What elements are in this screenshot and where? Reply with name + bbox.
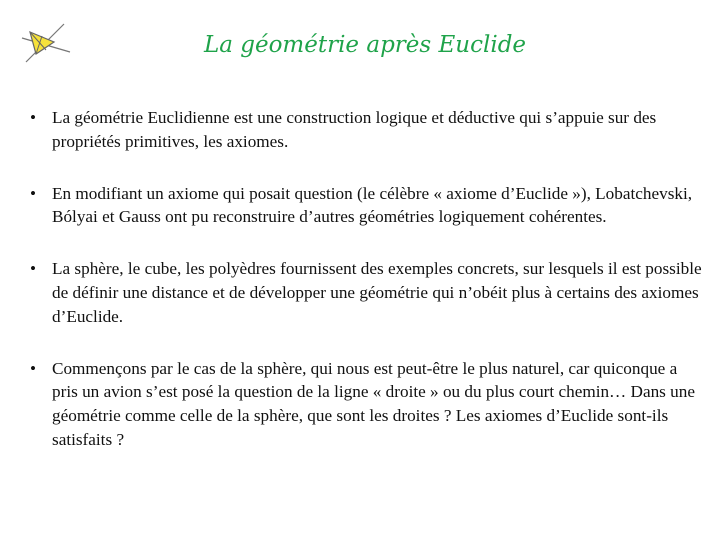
- slide-title: La géométrie après Euclide: [203, 32, 527, 58]
- bullet-text: La géométrie Euclidienne est une construction logique et déductive qui s’appuie sur des propriétés primitives, les axiomes.: [52, 108, 657, 151]
- bullet-text: Commençons par le cas de la sphère, qui nous est peut-être le plus naturel, car quiconque a pris un avion s’est posé la question de la ligne « droite » ou du plus court chemin… Dans une géométrie comme celle de la sphère, que sont les droites ? Les axiomes d’Euclide sont-ils satisfaits ?: [52, 358, 695, 449]
- bullet-text: En modifiant un axiome qui posait question (le célèbre « axiome d’Euclide »), Lobatchevski, Bólyai et Gauss ont pu reconstruire d’autres géométries logiquement cohérentes.: [52, 183, 693, 227]
- bullet-item: [30, 182, 702, 230]
- bullet-marker: •: [30, 358, 37, 378]
- bullet-item: [30, 357, 702, 452]
- bullet-marker: •: [30, 183, 37, 203]
- bullet-list: [30, 106, 702, 452]
- bullet-marker: •: [30, 259, 37, 279]
- bullet-text: La sphère, le cube, les polyèdres fournissent des exemples concrets, sur lesquels il est possible de définir une distance et de développer une géométrie qui n’obéit plus à certains des axiomes d’Euclide.: [52, 259, 702, 326]
- bullet-item: [30, 106, 702, 154]
- bullet-item: [30, 257, 702, 328]
- bullet-marker: •: [30, 108, 37, 127]
